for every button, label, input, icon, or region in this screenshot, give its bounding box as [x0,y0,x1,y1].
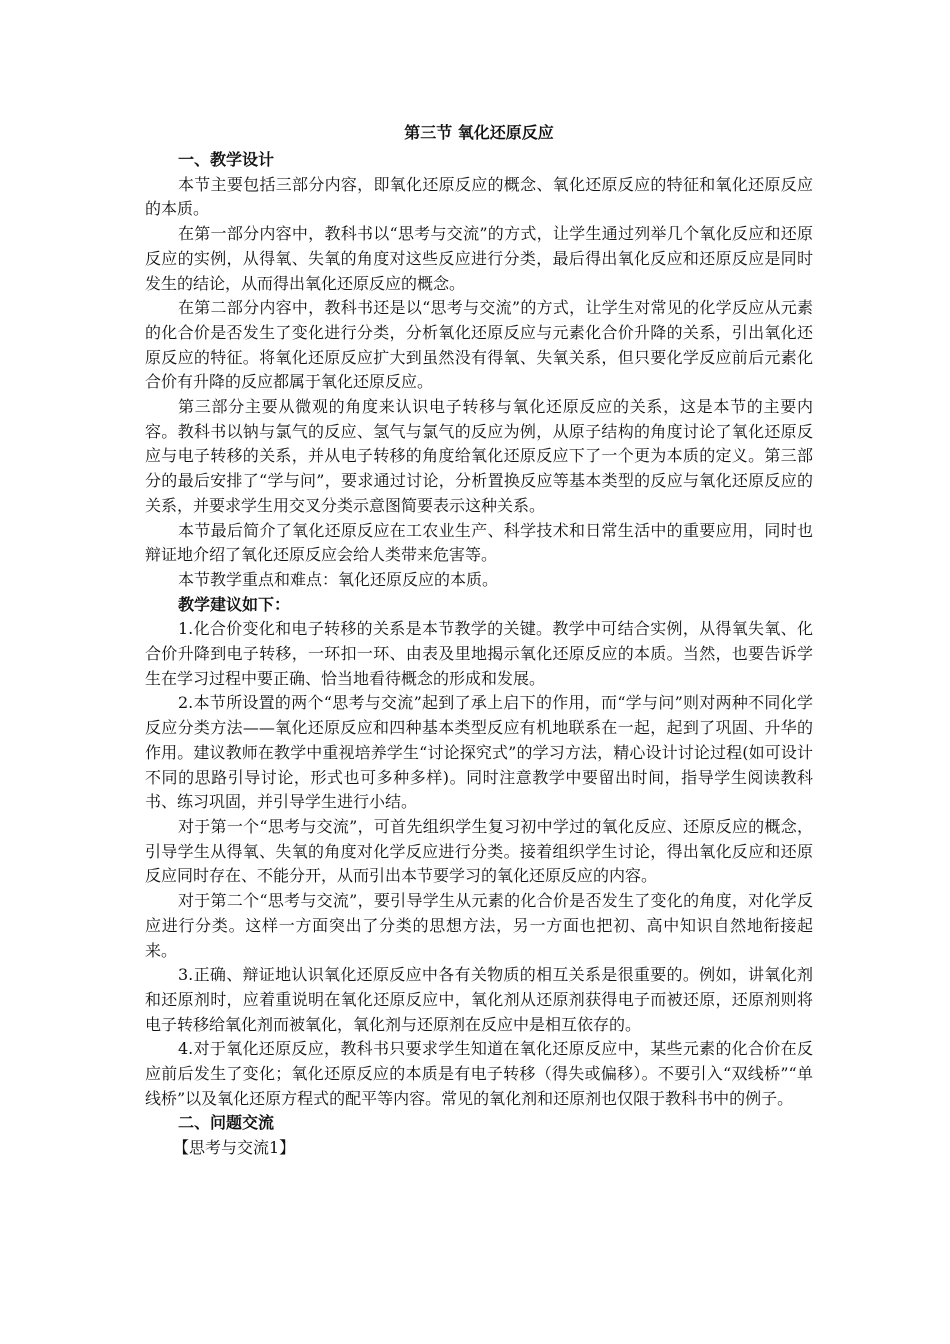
paragraph: 在第一部分内容中，教科书以“思考与交流”的方式，让学生通过列举几个氧化反应和还原反应的实例，从得氧、失氧的角度对这些反应进行分类，最后得出氧化反应和还原反应是同时发生的结论，从而得出氧化还原反应的概念。 [145,224,813,293]
document-page [145,120,813,1161]
section-heading-questions: 二、问题交流 [178,1113,275,1133]
page-title: 第三节 氧化还原反应 [404,123,554,142]
subsection-label: 【思考与交流1】 [173,1138,296,1158]
suggestion-item: 1.化合价变化和电子转移的关系是本节教学的关键。教学中可结合实例，从得氧失氧、化合价升降到电子转移，一环扣一环、由表及里地揭示氧化还原反应的本质。当然，也要告诉学生在学习过程中要正确、恰当地看待概念的形成和发展。 [145,619,813,688]
suggestion-item: 4.对于氧化还原反应，教科书只要求学生知道在氧化还原反应中，某些元素的化合价在反应前后发生了变化；氧化还原反应的本质是有电子转移（得失或偏移）。不要引入“双线桥”“单线桥”以及氧化还原方程式的配平等内容。常见的氧化剂和还原剂也仅限于教科书中的例子。 [145,1039,813,1108]
paragraph: 第三部分主要从微观的角度来认识电子转移与氧化还原反应的关系，这是本节的主要内容。教科书以钠与氯气的反应、氢气与氯气的反应为例，从原子结构的角度讨论了氧化还原反应与电子转移的关系，并从电子转移的角度给氧化还原反应下了一个更为本质的定义。第三部分的最后安排了“学与问”，要求通过讨论，分析置换反应等基本类型的反应与氧化还原反应的关系，并要求学生用交叉分类示意图简要表示这种关系。 [145,397,813,515]
suggestion-item: 3.正确、辩证地认识氧化还原反应中各有关物质的相互关系是很重要的。例如，讲氧化剂和还原剂时，应着重说明在氧化还原反应中，氧化剂从还原剂获得电子而被还原，还原剂则将电子转移给氧化剂而被氧化，氧化剂与还原剂在反应中是相互依存的。 [145,965,813,1034]
paragraph: 本节最后简介了氧化还原反应在工农业生产、科学技术和日常生活中的重要应用，同时也辩证地介绍了氧化还原反应会给人类带来危害等。 [145,520,813,565]
suggestion-item: 对于第一个“思考与交流”，可首先组织学生复习初中学过的氧化反应、还原反应的概念，引导学生从得氧、失氧的角度对化学反应进行分类。接着组织学生讨论，得出氧化反应和还原反应同时存在、不能分开，从而引出本节要学习的氧化还原反应的内容。 [145,816,813,886]
paragraph: 本节主要包括三部分内容，即氧化还原反应的概念、氧化还原反应的特征和氧化还原反应的本质。 [145,174,813,219]
suggestion-item: 对于第二个“思考与交流”，要引导学生从元素的化合价是否发生了变化的角度，对化学反应进行分类。这样一方面突出了分类的思想方法，另一方面也把初、高中知识自然地衔接起来。 [145,891,813,960]
suggestion-heading: 教学建议如下： [178,594,291,614]
section-heading-teaching-design: 一、教学设计 [178,150,275,169]
paragraph-key-points: 本节教学重点和难点：氧化还原反应的本质。 [178,569,499,589]
paragraph: 在第二部分内容中，教科书还是以“思考与交流”的方式，让学生对常见的化学反应从元素的化合价是否发生了变化进行分类，分析氧化还原反应与元素化合价升降的关系，引出氧化还原反应的特征。将氧化还原反应扩大到虽然没有得氧、失氧关系，但只要化学反应前后元素化合价有升降的反应都属于氧化还原反应。 [145,298,813,392]
suggestion-item: 2.本节所设置的两个“思考与交流”起到了承上启下的作用，而“学与问”则对两种不同化学反应分类方法——氧化还原反应和四种基本类型反应有机地联系在一起，起到了巩固、升华的作用。建议教师在教学中重视培养学生“讨论探究式”的学习方法，精心设计讨论过程(如可设计不同的思路引导讨论，形式也可多种多样)。同时注意教学中要留出时间，指导学生阅读教科书、练习巩固，并引导学生进行小结。 [145,693,813,812]
